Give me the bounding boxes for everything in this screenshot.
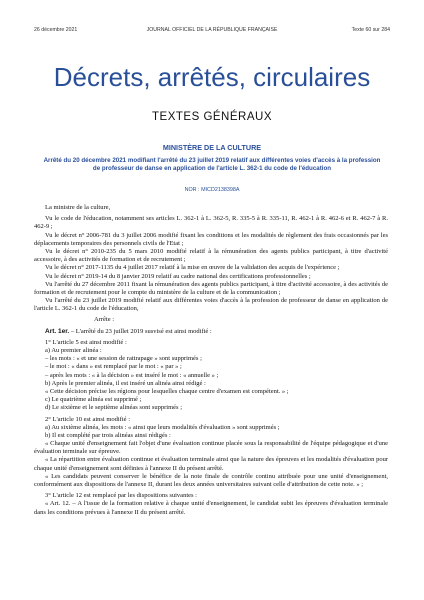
list-item: a) Au sixième alinéa, les mots : « ainsi que leurs modalités d'évaluation » sont supprimés ; bbox=[45, 423, 280, 431]
paragraph-visa: Vu le décret n° 2010-235 du 5 mars 2010 modifié relatif à la rémunération des agents publics participant, à titre d'activité accessoire, à des activités de formation et de recrutement ; bbox=[34, 247, 388, 264]
list-item: a) Au premier alinéa : bbox=[45, 347, 102, 354]
paragraph-visa: Vu le code de l'éducation, notamment ses articles L. 362-1 à L. 362-5, R. 335-5 à R. 335-11, R. 462-1 à R. 462-6 et R. 462-7 à R. 462-9 ; bbox=[34, 215, 388, 231]
ministry-heading: MINISTÈRE DE LA CULTURE bbox=[162, 143, 262, 152]
list-item: « Art. 12. – A l'issue de la formation relative à chaque unité d'enseignement, le candidat subit les épreuves d'évaluation terminale dans les conditions prévues à l'annexe II du présent arrêté. bbox=[34, 500, 388, 516]
header-journal: JOURNAL OFFICIEL DE LA RÉPUBLIQUE FRANÇAISE bbox=[146, 27, 278, 33]
list-item: b) Après le premier alinéa, il est inséré un alinéa ainsi rédigé : bbox=[45, 379, 206, 387]
article-1-text: – L'arrêté du 23 juillet 2019 susvisé est ainsi modifié : bbox=[69, 327, 212, 335]
list-item: c) Le quatrième alinéa est supprimé ; bbox=[45, 396, 142, 404]
list-item: « La répartition entre évaluation continue et évaluation terminale ainsi que la nature des épreuves et les modalités d'évaluation pour chaque unité d'enseignement sont définies à l'annexe II du présent arrêté. bbox=[34, 456, 388, 472]
article-1-paragraph bbox=[34, 328, 388, 336]
list-item: – après les mots : « à la décision » est inséré le mot : « annuelle » ; bbox=[45, 371, 219, 379]
decree-title: Arrêté du 20 décembre 2021 modifiant l'arrêté du 23 juillet 2019 relatif aux différentes voies d'accès à la profession de professeur de danse en application de l'article L. 362-1 du code de l'éducation bbox=[43, 157, 381, 172]
nor-reference bbox=[0, 187, 424, 193]
header-date: 26 décembre 2021 bbox=[34, 27, 78, 33]
list-item: – les mots : « et une session de rattrapage » sont supprimés ; bbox=[45, 355, 202, 363]
paragraph-visa: Vu l'arrêté du 27 décembre 2011 fixant la rémunération des agents publics participant, à titre d'activité accessoire, à des activités de formation et de recrutement pour le compte du ministère de la culture et de la communication ; bbox=[34, 280, 388, 296]
paragraph-intro: La ministre de la culture, bbox=[45, 204, 111, 211]
arrete-heading: Arrête : bbox=[94, 316, 115, 324]
nor-label: NOR : bbox=[184, 187, 200, 193]
list-item: « Cette décision précise les régions pour lesquelles chaque centre d'examen est compétent. » ; bbox=[45, 387, 289, 395]
document-body bbox=[34, 204, 388, 517]
list-item: b) Il est complété par trois alinéas ainsi rédigés : bbox=[45, 431, 171, 439]
paragraph-visa: Vu le décret n° 2006-781 du 3 juillet 2006 modifié fixant les conditions et les modalités de règlement des frais occasionnés par les déplacements temporaires des personnels civils de l'Etat ; bbox=[34, 231, 388, 247]
paragraph-visa: Vu l'arrêté du 23 juillet 2019 modifié relatif aux différentes voies d'accès à la profession de professeur de danse en application de l'article L. 362-1 du code de l'éducation, bbox=[34, 297, 388, 313]
article-1-label: Art. 1er. bbox=[45, 327, 70, 335]
list-item: – le mot : « dans » est remplacé par le mot : « par » ; bbox=[45, 363, 182, 371]
paragraph-visa: Vu le décret n° 2017-1135 du 4 juillet 2017 relatif à la mise en œuvre de la validation des acquis de l'expérience ; bbox=[45, 264, 340, 272]
list-item: « Les candidats peuvent conserver le bénéfice de la note finale de contrôle continu attribuée pour une unité d'enseignement, conformément aux dispositions de l'annexe II, durant les deux années universitaires suivant celle d'attribution de cette note. » ; bbox=[34, 472, 388, 488]
nor-code: MICD2138398A bbox=[201, 187, 240, 193]
list-item: 2° L'article 10 est ainsi modifié : bbox=[45, 415, 130, 423]
list-item: 1° L'article 5 est ainsi modifié : bbox=[45, 338, 127, 346]
header-page-number: Texte 60 sur 284 bbox=[351, 27, 390, 33]
section-title: Décrets, arrêtés, circulaires bbox=[53, 62, 371, 92]
list-item: « Chaque unité d'enseignement fait l'objet d'une évaluation continue placée sous la responsabilité de l'équipe pédagogique et d'une évaluation terminale sur épreuve. bbox=[34, 440, 388, 456]
page-header bbox=[34, 27, 390, 35]
subsection-title: TEXTES GÉNÉRAUX bbox=[152, 111, 272, 123]
list-item: d) Le sixième et le septième alinéas sont supprimés ; bbox=[45, 404, 183, 412]
list-item: 3° L'article 12 est remplacé par les dispositions suivantes : bbox=[45, 492, 197, 500]
paragraph-visa: Vu le décret n° 2019-14 du 8 janvier 2019 relatif au cadre national des certifications professionnelles ; bbox=[45, 272, 311, 280]
